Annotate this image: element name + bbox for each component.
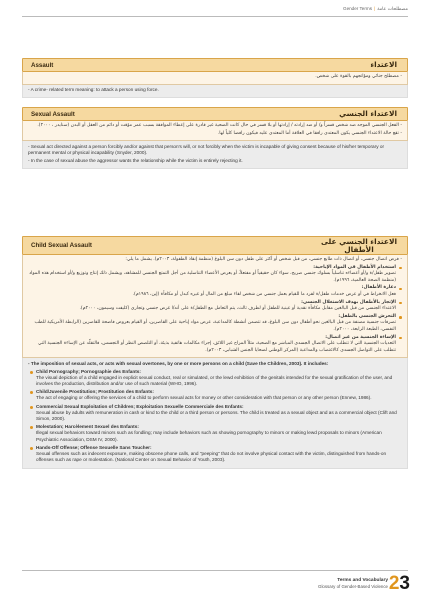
sexual-assault-def1-ar: - الفعل الجنسي الموجه ضد شخص قسراً و/ أو ضد إرادته / إرادتها أو بلا قسر في حال كانت الضحية غير قادرة على إعطاء الموافقة بسبب عمر مؤقت أو دائم من العقل أو البدن (سنايدر ، ٢٠٠٠). (37, 123, 402, 128)
page-number-digit-2: 3 (399, 573, 410, 594)
header-category-ar: مصطلحات عامة (377, 6, 408, 11)
ar-item-hands-off (28, 335, 402, 355)
child-assault-header (22, 236, 408, 255)
sexual-assault-english-box (22, 141, 408, 169)
ar-item-title: الإتجار بالأطفال بهدف الاستغلال الجنسي: (301, 299, 396, 305)
ar-item-desc: فعل الانخراط في أو عرض خدمات طفل/ة لفرد ما للقيام بعمل جنسي من شخص لقاء مبلغ من المال أو غيره كبدل أو مكافأة (إين، ١٩٨٦م). (132, 291, 396, 297)
child-assault-intro-ar: - فرض اتصال جنسي، أو اتصال ذات طابع جنسي، من قبل شخص أو أكثر على طفل دون سن البلوغ (منظمة إنقاذ الطفولة، ٢٠٠٣م). يشمل ما يلي: (125, 257, 402, 262)
ar-item-desc: التعديات الجنسية التي لا تتطلب على الاتصال الجسدي المباشر مع الضحية، مثلاً المزاح غير اللائق، إجراء مكالمات هاتفية بذيئة، أو التلصص النظر أو التجسس، فالتقلّد عن الإساءة الجنسية التي تتطلب على التواصل الجسدي كالاغتصاب والمداعبة (المركز الوطني لضحايا الجنس الشبابي، ٢٠٠٣م). (38, 341, 396, 353)
ar-item-exploitation (28, 300, 402, 313)
assault-section (22, 58, 408, 98)
assault-title-en: Assault (31, 61, 54, 69)
en-item-desc: The visual depiction of a child engaged in explicit sexual conduct, real or simulated, or the lewd exhibition of the genitals intended for the sexual gratification of the user, and involves the production, distribution and/or use of such material (WHO, 1996). (36, 374, 393, 386)
assault-definition-en: - A crime- related term meaning: to attack a person using force. (28, 87, 402, 93)
en-item-desc: Sexual abuse by adults with remuneration in cash or kind to the child or a third person or persons. The child is treated as a sexual object and as a commercial object (Clift and Simon, 2000). (36, 409, 397, 421)
en-item-title: Child/Juvenile Prostitution; Prostitution des Enfants: (36, 389, 154, 395)
child-assault-title-ar (321, 238, 397, 254)
en-item-exploitation (28, 404, 402, 423)
sexual-assault-def2-ar: - تقع حالة الاعتداء الجنسي يكون المعتدي رافقا في العلاقة أما المعتدي عليه فيكون رافضا كلياً لها. (217, 130, 402, 136)
en-item-pornography (28, 369, 402, 388)
ar-item-title: الإساءة الجنسية من غير اتصال: (325, 334, 396, 340)
footer-subtitle: Glossary of Gender-Based Violence (318, 584, 388, 589)
assault-definition-ar: - مصطلح جنائي ومؤاتجهم بالقوة على شخص. (315, 74, 402, 79)
page-number-digit-1: 2 (388, 573, 400, 594)
child-assault-title-en: Child Sexual Assault (31, 242, 92, 249)
header-separator: | (374, 6, 376, 11)
en-item-title: Child Pornography; Pornographie des Enfants: (36, 368, 141, 374)
assault-english-box (22, 85, 408, 99)
footer-title: Terms and Vocabulary (337, 578, 388, 583)
ar-item-prostitution (28, 285, 402, 298)
ar-item-title: استخدام الأطفال في المواد الإباحية: (313, 264, 396, 270)
child-assault-intro-en: - The imposition of sexual acts, or acts with sexual overtones, by one or more persons on a child (Save the Children, 2003). It includes: (28, 361, 402, 367)
en-item-desc: Sexual offenses such as indecent exposure, making obscene phone calls, and "peeping" that do not involve physical contact with the victim, distinguished from hands-on offenses such as rape or molestation. (National Center on Sexual Behavior of Youth, 2003). (36, 450, 387, 463)
ar-item-desc: تصرفات جنسية مصنفة من قبل البالغين نحو أطفال دون سن البلوغ، قد تتضمن أنشطة كالمداعبة، عرض مواد إباحية على القاصرين، أو القيام بعروض فاضحة للقاصرين (الرابطة الأمريكية للطب النفسي، الطبعة الرابعة، ٢٠٠٠م). (34, 320, 396, 332)
en-item-desc: The act of engaging or offering the services of a child to perform sexual acts for money or other consideration with that person or any other person (Ennew, 1986). (36, 395, 372, 401)
en-item-title: Hands-Off Offense; Offense Sexuelle Sans Toucher: (36, 444, 152, 450)
sexual-assault-arabic-box (22, 121, 408, 141)
assault-arabic-box (22, 72, 408, 85)
top-rule (22, 16, 408, 17)
sexual-assault-title-en: Sexual Assault (31, 110, 75, 118)
header-category-en: Gender Terms (343, 6, 373, 11)
sexual-assault-title-ar: الاعتداء الجنسي (339, 109, 397, 118)
sexual-assault-def2-en: - In the case of sexual abuse the aggressor wants the relationship while the victim is entirely rejecting it. (28, 158, 402, 164)
ar-item-molestation (28, 314, 402, 334)
en-item-title: Molestation; Harcèlement Sexuel des Enfants: (36, 424, 139, 430)
sexual-assault-header (22, 107, 408, 121)
page-header (343, 6, 408, 12)
child-assault-section (22, 236, 408, 469)
page-number (389, 573, 410, 595)
ar-item-title: التحرش الجنسي بالطفل: (338, 313, 396, 319)
assault-header (22, 58, 408, 72)
page-footer (0, 570, 424, 600)
footer-rule (22, 570, 408, 571)
child-assault-arabic-box (22, 255, 408, 358)
assault-title-ar: الاعتداء (370, 60, 397, 69)
en-item-molestation (28, 424, 402, 443)
ar-item-pornography (28, 265, 402, 285)
ar-item-title: دعارة الأطفال: (361, 285, 396, 291)
sexual-assault-def1-en: - Sexual act directed against a person forcibly and/or against that person's will, or not forcibly when the victim is incapable of giving consent because of his/her temporary or permanent mental or physical incapability (Snyder, 2000). (28, 144, 402, 156)
en-item-hands-off (28, 445, 402, 464)
child-assault-title-ar-line1: الاعتداء الجنسي على (320, 236, 397, 246)
en-item-title: Commercial Sexual Exploitation of Children; Exploitation Sexuelle Commerciale des Enfants: (36, 403, 244, 409)
child-assault-english-box (22, 358, 408, 469)
sexual-assault-section (22, 107, 408, 169)
en-item-desc: Illegal sexual behaviors toward minors such as fondling; may include behaviors such as showing pornography to minors or making lewd proposals to minors (American Psychiatric Association, DSM IV, 2000). (36, 430, 382, 442)
ar-item-desc: الاعتداء الجنسي من قبل البالغين مقابل مكافأة نقدية أو عينية للطفل أو لطرف ثالث، يتم التعامل مع الطفل/ة على أنه/ا غرض جنسي وتجاري (كليفت وسيمون، ٢٠٠٠م). (79, 306, 396, 312)
child-assault-title-ar-line2: الأطفال (344, 244, 374, 254)
en-item-prostitution (28, 389, 402, 401)
ar-item-desc: تصوير طفل/ة و/أو أعضاءه تناسلياً بسلوك جنسي صريح، سواء كان حقيقياً أو مفتعلاً، أو يعرض الأعضاء التناسلية من أجل التمتع الجنسي للمشاهد، ويشمل ذلك إنتاج وتوزيع و/أو استخدام هذه المواد (منظمة الصحة العالمية، ١٩٩٦م). (29, 271, 396, 283)
